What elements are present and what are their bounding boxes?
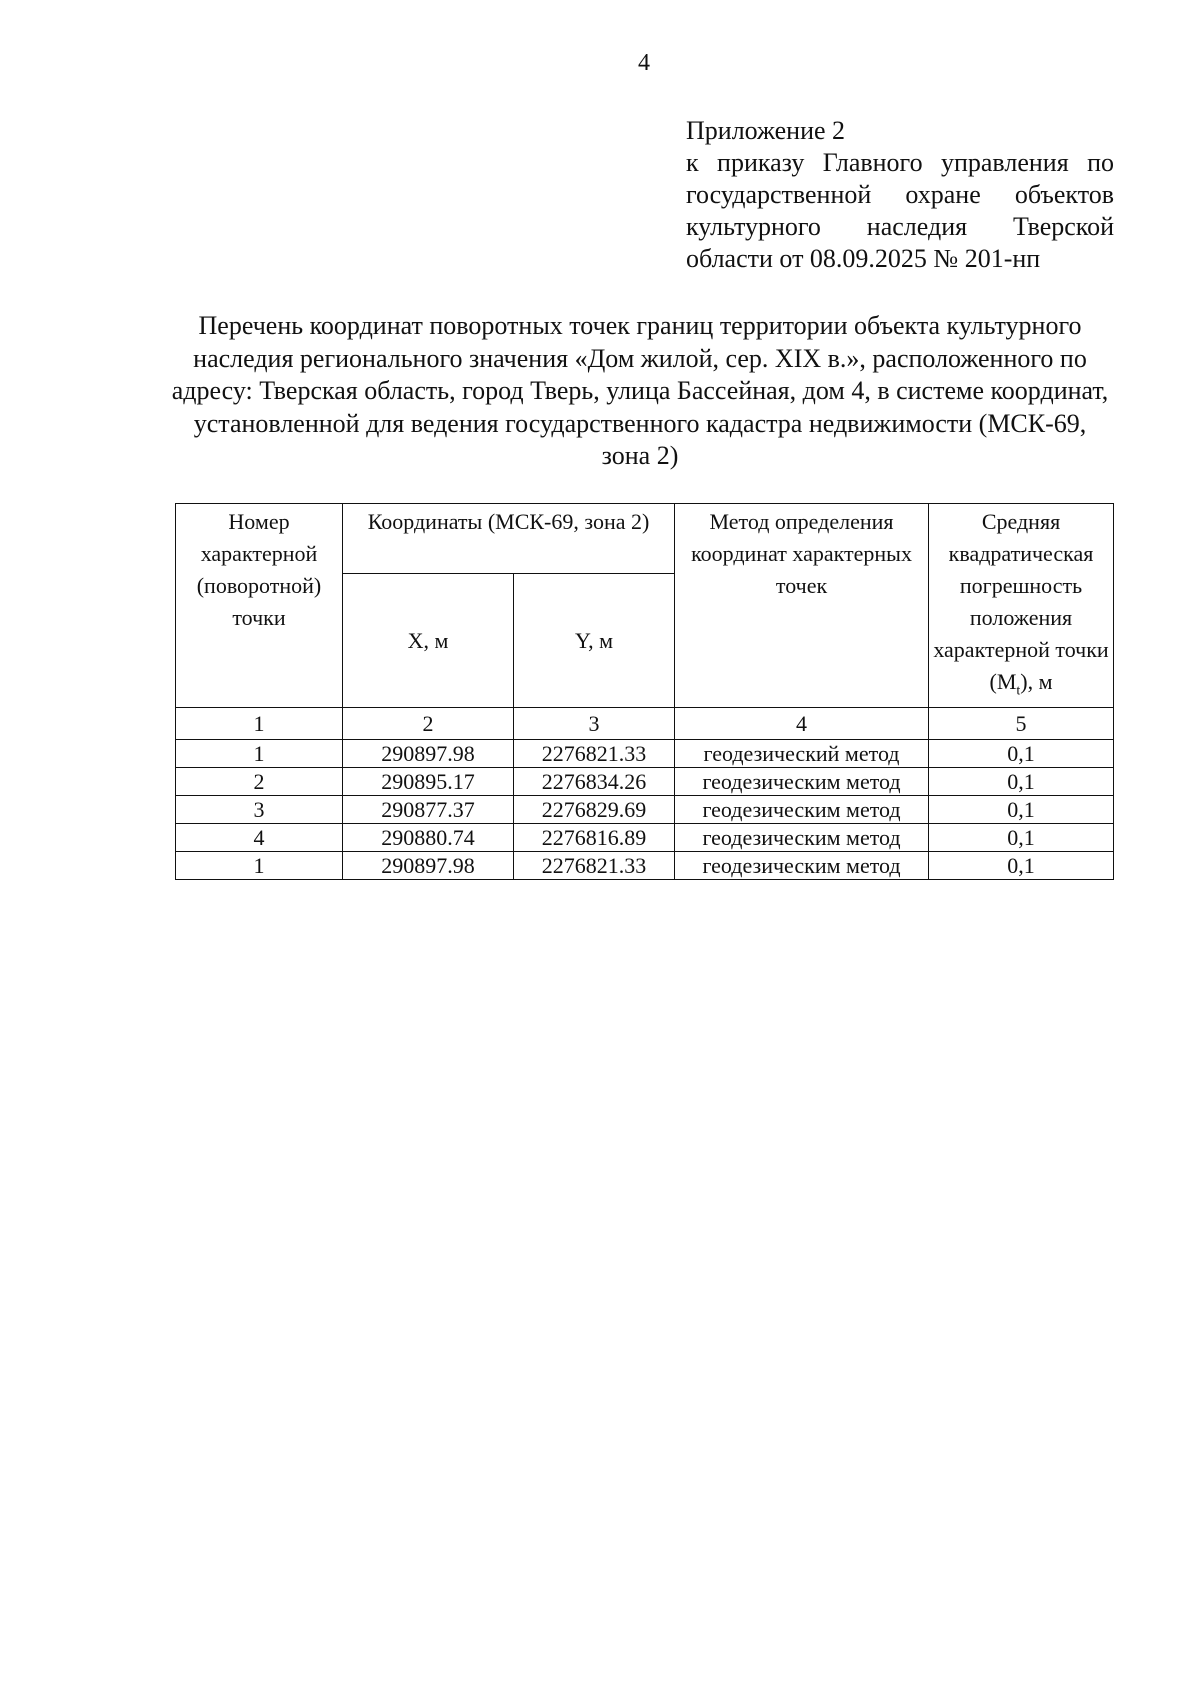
header-mean-error-text: Средняя квадратическая погрешность положения характерной точки (M xyxy=(933,509,1109,694)
column-number: 5 xyxy=(929,708,1114,740)
cell-method: геодезическим метод xyxy=(675,824,929,852)
cell-error: 0,1 xyxy=(929,824,1114,852)
header-mean-error xyxy=(929,504,1114,708)
cell-point: 2 xyxy=(176,768,343,796)
appendix-order-reference: к приказу Главного управления по государственной охране объектов культурного наследия Тверской области от 08.09.2025 № 201-нп xyxy=(686,148,1114,273)
table-header-row xyxy=(176,504,1114,574)
cell-y: 2276816.89 xyxy=(514,824,675,852)
cell-x: 290895.17 xyxy=(343,768,514,796)
header-method: Метод определения координат характерных точек xyxy=(675,504,929,708)
column-number: 1 xyxy=(176,708,343,740)
column-number-row xyxy=(176,708,1114,740)
header-x: X, м xyxy=(343,573,514,707)
cell-method: геодезическим метод xyxy=(675,768,929,796)
header-mean-error-unit: ), м xyxy=(1020,669,1053,694)
appendix-block xyxy=(686,115,1114,275)
cell-error: 0,1 xyxy=(929,740,1114,768)
header-y: Y, м xyxy=(514,573,675,707)
column-number: 4 xyxy=(675,708,929,740)
table-row xyxy=(176,740,1114,768)
coordinates-table xyxy=(175,503,1114,880)
cell-error: 0,1 xyxy=(929,796,1114,824)
cell-x: 290880.74 xyxy=(343,824,514,852)
cell-point: 1 xyxy=(176,740,343,768)
header-point-number: Номер характерной (поворотной) точки xyxy=(176,504,343,708)
table-row xyxy=(176,852,1114,880)
cell-method: геодезический метод xyxy=(675,740,929,768)
appendix-title: Приложение 2 xyxy=(686,116,846,145)
cell-y: 2276829.69 xyxy=(514,796,675,824)
table-row xyxy=(176,768,1114,796)
cell-point: 1 xyxy=(176,852,343,880)
cell-error: 0,1 xyxy=(929,768,1114,796)
cell-x: 290897.98 xyxy=(343,740,514,768)
cell-x: 290897.98 xyxy=(343,852,514,880)
table-row xyxy=(176,796,1114,824)
page-number: 4 xyxy=(638,50,650,76)
table-row xyxy=(176,824,1114,852)
cell-x: 290877.37 xyxy=(343,796,514,824)
cell-error: 0,1 xyxy=(929,852,1114,880)
header-mean-error-subscript: t xyxy=(1016,683,1021,699)
cell-method: геодезическим метод xyxy=(675,852,929,880)
cell-method: геодезическим метод xyxy=(675,796,929,824)
column-number: 3 xyxy=(514,708,675,740)
cell-point: 4 xyxy=(176,824,343,852)
header-coordinates: Координаты (МСК-69, зона 2) xyxy=(343,504,675,574)
cell-y: 2276834.26 xyxy=(514,768,675,796)
document-title: Перечень координат поворотных точек границ территории объекта культурного наследия регионального значения «Дом жилой, сер. XIX в.», расположенного по адресу: Тверская область, город Тверь, улица Бассейная, дом 4, в системе координат, установленной для ведения государственного кадастра недвижимости (МСК-69, зона 2) xyxy=(171,311,1109,470)
column-number: 2 xyxy=(343,708,514,740)
cell-y: 2276821.33 xyxy=(514,852,675,880)
cell-y: 2276821.33 xyxy=(514,740,675,768)
cell-point: 3 xyxy=(176,796,343,824)
